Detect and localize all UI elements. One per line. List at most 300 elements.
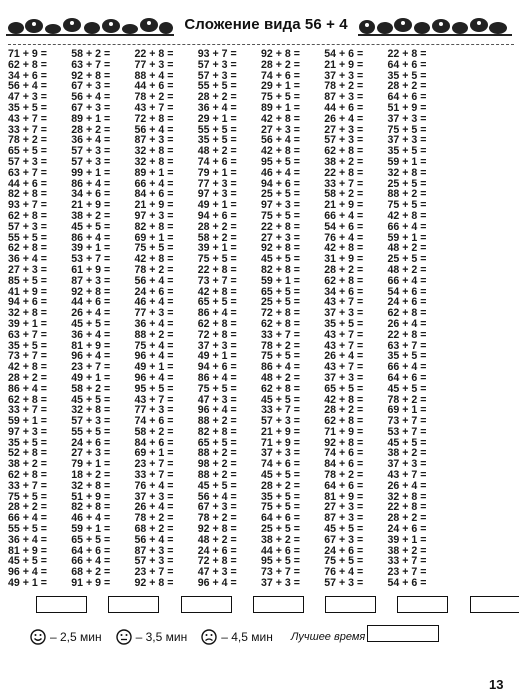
exercise-item: 84 + 6 = — [134, 436, 174, 449]
exercise-item: 88 + 2 = — [387, 188, 427, 201]
exercise-item: 82 + 8 = — [261, 263, 300, 276]
exercise-item: 74 + 6 = — [324, 447, 364, 460]
column-time-box[interactable] — [181, 596, 232, 613]
exercise-item: 25 + 5 = — [261, 523, 300, 536]
exercise-item: 66 + 4 = — [387, 220, 427, 233]
exercise-item: 56 + 4 = — [134, 123, 174, 136]
exercise-item: 63 + 7 = — [71, 58, 111, 71]
exercise-item: 75 + 5 = — [387, 123, 427, 136]
neutral-face-icon — [116, 629, 132, 645]
exercise-item: 64 + 6 = — [71, 544, 111, 557]
exercise-item: 62 + 8 = — [261, 317, 300, 330]
page-number: 13 — [489, 677, 504, 692]
exercise-item: 76 + 4 = — [324, 231, 364, 244]
exercise-item: 88 + 2 = — [197, 447, 237, 460]
legend-text-slow: – 4,5 мин — [221, 630, 273, 644]
exercise-item: 36 + 4 = — [8, 253, 47, 266]
exercise-item: 45 + 5 = — [261, 469, 300, 482]
exercise-item: 59 + 1 = — [387, 155, 427, 168]
decorative-border-right-icon — [358, 12, 512, 38]
exercise-item: 26 + 4 = — [387, 317, 427, 330]
exercise-item: 57 + 3 = — [134, 555, 174, 568]
exercise-item: 62 + 8 = — [8, 58, 47, 71]
exercise-item: 37 + 3 = — [134, 490, 174, 503]
exercise-item: 26 + 4 = — [134, 501, 174, 514]
exercise-item: 91 + 9 = — [71, 577, 111, 590]
exercise-item: 86 + 4 = — [71, 231, 111, 244]
exercise-item: 36 + 4 = — [8, 533, 47, 546]
exercise-item: 66 + 4 = — [71, 555, 111, 568]
exercise-item: 28 + 2 = — [387, 512, 427, 525]
exercise-item: 22 + 8 = — [134, 48, 174, 60]
header-divider — [8, 44, 514, 45]
exercise-item: 57 + 3 = — [261, 415, 300, 428]
exercise-item: 96 + 4 = — [197, 404, 237, 417]
exercise-item: 63 + 7 = — [8, 328, 47, 341]
exercise-item: 64 + 6 = — [324, 479, 364, 492]
exercise-item: 88 + 2 = — [197, 415, 237, 428]
exercise-item: 48 + 2 = — [387, 242, 427, 255]
exercise-item: 64 + 6 = — [261, 512, 300, 525]
exercise-item: 89 + 1 = — [71, 112, 111, 125]
exercise-item: 94 + 6 = — [197, 361, 237, 374]
best-time-label: Лучшее время — [290, 631, 366, 643]
exercise-item: 22 + 8 = — [324, 166, 364, 179]
exercise-item: 65 + 5 = — [197, 436, 237, 449]
exercise-item: 37 + 3 = — [197, 339, 237, 352]
exercise-item: 59 + 1 = — [8, 415, 47, 428]
exercise-item: 92 + 8 = — [71, 285, 111, 298]
exercise-item: 68 + 2 = — [71, 566, 111, 579]
exercise-item: 35 + 5 = — [8, 436, 47, 449]
exercise-item: 72 + 8 = — [197, 328, 237, 341]
exercise-item: 37 + 3 = — [261, 447, 300, 460]
exercise-item: 88 + 4 = — [134, 69, 174, 82]
exercise-item: 96 + 4 = — [8, 566, 47, 579]
exercise-item: 78 + 2 = — [197, 512, 237, 525]
exercise-item: 27 + 3 = — [261, 231, 300, 244]
exercise-item: 44 + 6 = — [8, 177, 47, 190]
exercise-item: 68 + 2 = — [134, 523, 174, 536]
exercise-item: 57 + 3 = — [8, 220, 47, 233]
exercise-item: 71 + 9 = — [261, 436, 300, 449]
legend-item-slow — [201, 629, 273, 645]
exercise-item: 34 + 6 = — [324, 285, 364, 298]
exercise-item: 72 + 8 = — [261, 307, 300, 320]
exercise-item: 86 + 4 = — [197, 307, 237, 320]
exercise-item: 75 + 4 = — [134, 339, 174, 352]
exercise-item: 82 + 8 = — [71, 501, 111, 514]
exercise-item: 61 + 9 = — [71, 263, 111, 276]
exercise-item: 89 + 1 = — [134, 166, 174, 179]
exercise-item: 33 + 7 = — [387, 555, 427, 568]
exercise-item: 94 + 6 = — [8, 296, 47, 309]
exercise-item: 43 + 7 = — [324, 296, 364, 309]
exercise-item: 38 + 2 = — [8, 458, 47, 471]
exercise-item: 37 + 3 = — [387, 112, 427, 125]
exercise-item: 22 + 8 = — [387, 48, 427, 60]
exercise-item: 87 + 3 = — [134, 544, 174, 557]
exercise-item: 95 + 5 = — [261, 555, 300, 568]
exercise-column — [324, 49, 387, 589]
exercise-item: 42 + 8 = — [197, 285, 237, 298]
column-time-box[interactable] — [325, 596, 376, 613]
exercise-item: 35 + 5 = — [387, 145, 427, 158]
exercise-item: 46 + 4 = — [261, 166, 300, 179]
exercise-item: 23 + 7 = — [387, 566, 427, 579]
exercise-item: 67 + 3 = — [324, 533, 364, 546]
exercise-item: 57 + 3 = — [71, 155, 111, 168]
exercise-item: 24 + 6 = — [324, 544, 364, 557]
exercise-item: 42 + 8 = — [324, 393, 364, 406]
exercise-item: 24 + 6 = — [71, 436, 111, 449]
exercise-item: 66 + 4 = — [387, 274, 427, 287]
exercise-item: 49 + 1 = — [197, 199, 237, 212]
exercise-item: 32 + 8 = — [8, 307, 47, 320]
exercise-item: 65 + 5 = — [8, 145, 47, 158]
exercise-item: 93 + 7 = — [8, 199, 47, 212]
exercise-item: 27 + 3 = — [8, 263, 47, 276]
exercise-item: 56 + 4 = — [197, 490, 237, 503]
exercise-item: 45 + 5 = — [71, 317, 111, 330]
exercise-item: 33 + 7 = — [8, 479, 47, 492]
exercise-item: 55 + 5 = — [71, 425, 111, 438]
exercise-item: 26 + 4 = — [71, 307, 111, 320]
exercise-item: 85 + 5 = — [8, 274, 47, 287]
exercise-item: 45 + 5 = — [8, 555, 47, 568]
exercise-item: 43 + 7 = — [324, 361, 364, 374]
exercise-item: 42 + 8 = — [261, 145, 300, 158]
exercise-item: 78 + 2 = — [324, 80, 364, 93]
exercise-grid — [8, 49, 514, 589]
exercise-item: 42 + 8 = — [387, 209, 427, 222]
exercise-item: 52 + 8 = — [8, 447, 47, 460]
exercise-item: 47 + 3 = — [8, 91, 47, 104]
exercise-item: 27 + 3 = — [71, 447, 111, 460]
exercise-item: 92 + 8 = — [261, 48, 300, 60]
exercise-item: 21 + 9 = — [261, 425, 300, 438]
exercise-item: 42 + 8 = — [134, 253, 174, 266]
exercise-item: 78 + 2 = — [134, 91, 174, 104]
exercise-item: 79 + 1 = — [197, 166, 237, 179]
exercise-item: 49 + 1 = — [71, 371, 111, 384]
exercise-item: 29 + 1 = — [197, 112, 237, 125]
exercise-item: 74 + 6 = — [197, 155, 237, 168]
exercise-item: 64 + 6 = — [387, 371, 427, 384]
exercise-item: 42 + 8 = — [261, 112, 300, 125]
exercise-item: 37 + 3 = — [324, 69, 364, 82]
exercise-item: 54 + 6 = — [387, 285, 427, 298]
exercise-item: 58 + 2 = — [71, 48, 111, 60]
column-time-box[interactable] — [470, 596, 519, 613]
exercise-item: 56 + 4 = — [261, 134, 300, 147]
exercise-item: 62 + 8 = — [8, 393, 47, 406]
exercise-item: 75 + 5 = — [134, 242, 174, 255]
exercise-item: 25 + 5 = — [387, 253, 427, 266]
exercise-item: 82 + 8 = — [134, 220, 174, 233]
exercise-item: 96 + 4 = — [71, 350, 111, 363]
exercise-item: 81 + 9 = — [8, 544, 47, 557]
exercise-item: 28 + 2 = — [261, 58, 300, 71]
exercise-column — [198, 49, 261, 589]
exercise-item: 24 + 6 = — [387, 296, 427, 309]
exercise-item: 57 + 3 = — [71, 145, 111, 158]
exercise-item: 43 + 7 = — [134, 393, 174, 406]
exercise-item: 75 + 5 = — [261, 350, 300, 363]
exercise-item: 92 + 8 = — [197, 523, 237, 536]
exercise-item: 33 + 7 = — [134, 469, 174, 482]
exercise-item: 45 + 5 = — [261, 253, 300, 266]
exercise-item: 42 + 8 = — [324, 242, 364, 255]
exercise-item: 53 + 7 = — [387, 425, 427, 438]
page-header — [0, 0, 519, 44]
exercise-item: 96 + 4 = — [134, 371, 174, 384]
column-time-box[interactable] — [36, 596, 87, 613]
exercise-item: 47 + 3 = — [197, 393, 237, 406]
exercise-item: 62 + 8 = — [8, 469, 47, 482]
exercise-item: 48 + 2 = — [261, 371, 300, 384]
exercise-item: 35 + 5 = — [324, 317, 364, 330]
exercise-item: 26 + 4 = — [324, 350, 364, 363]
exercise-item: 92 + 8 = — [134, 577, 174, 590]
exercise-item: 35 + 5 = — [261, 490, 300, 503]
exercise-item: 27 + 3 = — [261, 123, 300, 136]
exercise-item: 33 + 7 = — [261, 404, 300, 417]
exercise-item: 55 + 5 = — [197, 123, 237, 136]
legend-item-medium — [116, 629, 188, 645]
column-time-box[interactable] — [108, 596, 159, 613]
exercise-item: 79 + 1 = — [71, 458, 111, 471]
exercise-item: 78 + 2 = — [134, 512, 174, 525]
exercise-item: 76 + 4 = — [324, 566, 364, 579]
exercise-item: 36 + 4 = — [134, 317, 174, 330]
exercise-item: 78 + 2 = — [261, 339, 300, 352]
page-title: Сложение вида 56 + 4 — [184, 16, 348, 33]
exercise-item: 56 + 4 = — [134, 533, 174, 546]
exercise-item: 87 + 3 = — [71, 274, 111, 287]
exercise-item: 44 + 6 = — [261, 544, 300, 557]
exercise-item: 35 + 5 = — [197, 134, 237, 147]
exercise-item: 45 + 5 = — [261, 393, 300, 406]
exercise-item: 62 + 8 = — [261, 382, 300, 395]
exercise-item: 74 + 6 = — [261, 458, 300, 471]
exercise-item: 65 + 5 = — [197, 296, 237, 309]
exercise-item: 86 + 4 = — [197, 371, 237, 384]
exercise-item: 69 + 1 = — [134, 231, 174, 244]
exercise-item: 57 + 3 = — [324, 577, 364, 590]
exercise-item: 81 + 9 = — [324, 490, 364, 503]
exercise-item: 97 + 3 = — [8, 425, 47, 438]
exercise-item: 58 + 2 = — [134, 425, 174, 438]
exercise-item: 65 + 5 = — [261, 285, 300, 298]
exercise-item: 62 + 8 = — [8, 242, 47, 255]
exercise-item: 89 + 1 = — [261, 101, 300, 114]
exercise-item: 71 + 9 = — [8, 48, 47, 60]
exercise-item: 49 + 1 = — [197, 350, 237, 363]
exercise-item: 78 + 2 = — [8, 134, 47, 147]
exercise-item: 75 + 5 = — [261, 91, 300, 104]
exercise-item: 35 + 5 = — [387, 69, 427, 82]
exercise-item: 43 + 7 = — [387, 469, 427, 482]
exercise-item: 62 + 8 = — [324, 274, 364, 287]
best-time-box[interactable] — [367, 625, 439, 642]
sad-face-icon — [201, 629, 217, 645]
exercise-item: 48 + 2 = — [197, 533, 237, 546]
exercise-item: 36 + 4 = — [71, 134, 111, 147]
exercise-item: 37 + 3 = — [324, 371, 364, 384]
exercise-item: 59 + 1 = — [387, 231, 427, 244]
exercise-item: 44 + 6 = — [134, 80, 174, 93]
exercise-item: 23 + 7 = — [134, 458, 174, 471]
exercise-item: 77 + 3 = — [197, 177, 237, 190]
exercise-item: 36 + 4 = — [71, 328, 111, 341]
exercise-item: 75 + 5 = — [197, 382, 237, 395]
exercise-item: 32 + 8 = — [71, 404, 111, 417]
exercise-item: 39 + 1 = — [197, 242, 237, 255]
exercise-item: 27 + 3 = — [324, 501, 364, 514]
exercise-item: 42 + 8 = — [8, 361, 47, 374]
exercise-item: 21 + 9 = — [71, 199, 111, 212]
exercise-item: 73 + 7 = — [8, 350, 47, 363]
exercise-item: 57 + 3 = — [197, 69, 237, 82]
exercise-item: 92 + 8 = — [71, 69, 111, 82]
exercise-item: 18 + 2 = — [71, 469, 111, 482]
exercise-item: 38 + 2 = — [324, 155, 364, 168]
exercise-item: 22 + 8 = — [387, 501, 427, 514]
exercise-item: 72 + 8 = — [197, 555, 237, 568]
exercise-item: 22 + 8 = — [261, 220, 300, 233]
exercise-item: 59 + 1 = — [71, 523, 111, 536]
exercise-item: 35 + 5 = — [8, 339, 47, 352]
exercise-item: 34 + 6 = — [8, 69, 47, 82]
exercise-item: 24 + 6 = — [387, 523, 427, 536]
exercise-item: 62 + 8 = — [324, 415, 364, 428]
exercise-item: 43 + 7 = — [324, 328, 364, 341]
exercise-item: 48 + 2 = — [197, 145, 237, 158]
exercise-item: 95 + 5 = — [261, 155, 300, 168]
exercise-item: 81 + 9 = — [71, 339, 111, 352]
exercise-item: 67 + 3 = — [197, 501, 237, 514]
answer-boxes-row — [8, 596, 514, 618]
exercise-item: 25 + 5 = — [261, 296, 300, 309]
exercise-item: 45 + 5 = — [387, 436, 427, 449]
column-time-box[interactable] — [253, 596, 304, 613]
exercise-item: 74 + 6 = — [261, 69, 300, 82]
exercise-item: 51 + 9 = — [387, 101, 427, 114]
exercise-item: 22 + 8 = — [197, 263, 237, 276]
exercise-item: 31 + 9 = — [324, 253, 364, 266]
exercise-item: 66 + 4 = — [8, 512, 47, 525]
exercise-item: 28 + 2 = — [197, 91, 237, 104]
exercise-item: 37 + 3 = — [261, 577, 300, 590]
exercise-item: 56 + 4 = — [134, 274, 174, 287]
exercise-item: 57 + 3 = — [8, 155, 47, 168]
exercise-item: 75 + 5 = — [387, 199, 427, 212]
exercise-item: 65 + 5 = — [324, 382, 364, 395]
exercise-item: 43 + 7 = — [324, 339, 364, 352]
exercise-item: 37 + 3 = — [387, 134, 427, 147]
exercise-item: 43 + 7 = — [134, 101, 174, 114]
exercise-item: 65 + 5 = — [71, 533, 111, 546]
exercise-item: 57 + 3 = — [324, 134, 364, 147]
exercise-item: 25 + 5 = — [387, 177, 427, 190]
exercise-item: 69 + 1 = — [387, 404, 427, 417]
exercise-column — [8, 49, 71, 589]
exercise-item: 87 + 3 = — [134, 134, 174, 147]
exercise-item: 96 + 4 = — [134, 350, 174, 363]
exercise-item: 76 + 4 = — [134, 479, 174, 492]
exercise-item: 45 + 5 = — [71, 220, 111, 233]
exercise-item: 97 + 3 = — [134, 209, 174, 222]
exercise-item: 26 + 4 = — [387, 479, 427, 492]
exercise-item: 67 + 3 = — [71, 80, 111, 93]
exercise-item: 49 + 1 = — [8, 577, 47, 590]
exercise-item: 87 + 3 = — [324, 91, 364, 104]
exercise-item: 36 + 4 = — [197, 101, 237, 114]
exercise-item: 24 + 6 = — [197, 544, 237, 557]
exercise-item: 94 + 6 = — [197, 209, 237, 222]
exercise-item: 44 + 6 = — [71, 296, 111, 309]
column-time-box[interactable] — [397, 596, 448, 613]
exercise-item: 58 + 2 = — [71, 382, 111, 395]
exercise-item: 49 + 1 = — [134, 361, 174, 374]
exercise-item: 75 + 5 = — [324, 555, 364, 568]
exercise-item: 46 + 4 = — [71, 512, 111, 525]
exercise-item: 21 + 9 = — [324, 58, 364, 71]
exercise-item: 35 + 5 = — [387, 350, 427, 363]
exercise-item: 24 + 6 = — [134, 285, 174, 298]
exercise-item: 86 + 4 = — [261, 361, 300, 374]
exercise-item: 96 + 4 = — [197, 577, 237, 590]
exercise-item: 63 + 7 = — [8, 166, 47, 179]
exercise-item: 64 + 6 = — [387, 58, 427, 71]
exercise-item: 56 + 4 = — [8, 80, 47, 93]
exercise-column — [135, 49, 198, 589]
exercise-item: 37 + 3 = — [324, 307, 364, 320]
exercise-item: 27 + 3 = — [324, 123, 364, 136]
exercise-item: 38 + 2 = — [387, 544, 427, 557]
exercise-item: 62 + 8 = — [387, 307, 427, 320]
exercise-item: 75 + 5 = — [261, 209, 300, 222]
exercise-item: 92 + 8 = — [261, 242, 300, 255]
exercise-item: 32 + 8 = — [387, 166, 427, 179]
exercise-item: 45 + 5 = — [71, 393, 111, 406]
exercise-item: 88 + 2 = — [134, 328, 174, 341]
decorative-border-left-icon — [6, 12, 174, 38]
exercise-item: 35 + 5 = — [8, 101, 47, 114]
exercise-item: 57 + 3 = — [197, 58, 237, 71]
exercise-item: 92 + 8 = — [324, 436, 364, 449]
exercise-item: 55 + 5 = — [8, 523, 47, 536]
legend-text-fast: – 2,5 мин — [50, 630, 102, 644]
exercise-item: 38 + 2 = — [261, 533, 300, 546]
exercise-item: 86 + 4 = — [8, 382, 47, 395]
exercise-item: 97 + 3 = — [261, 199, 300, 212]
exercise-item: 33 + 7 = — [324, 177, 364, 190]
exercise-item: 28 + 2 = — [324, 404, 364, 417]
exercise-item: 66 + 4 = — [134, 177, 174, 190]
exercise-item: 45 + 5 = — [197, 479, 237, 492]
exercise-item: 55 + 5 = — [197, 80, 237, 93]
exercise-item: 39 + 1 = — [8, 317, 47, 330]
exercise-item: 28 + 2 = — [71, 123, 111, 136]
exercise-item: 21 + 9 = — [134, 199, 174, 212]
exercise-item: 84 + 6 = — [324, 458, 364, 471]
exercise-column — [71, 49, 134, 589]
exercise-item: 84 + 6 = — [134, 188, 174, 201]
exercise-item: 32 + 8 = — [387, 490, 427, 503]
exercise-item: 28 + 2 = — [197, 220, 237, 233]
